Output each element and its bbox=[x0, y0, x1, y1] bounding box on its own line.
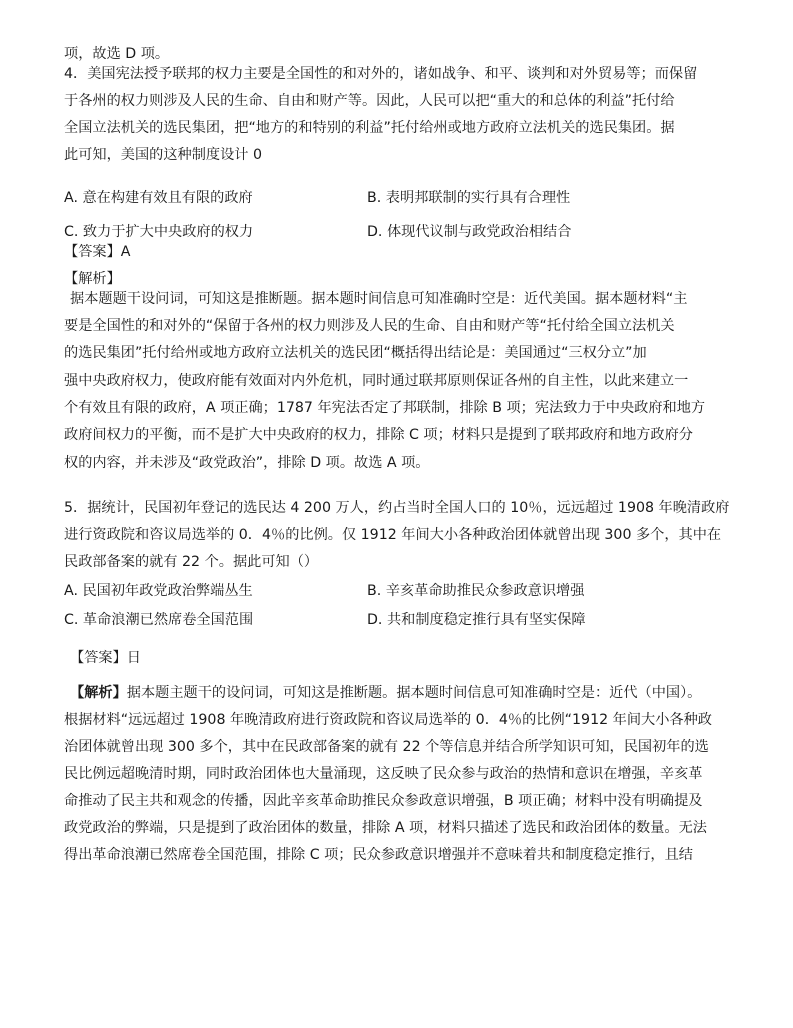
q5-analysis-line-7: 得出革命浪潮已然席卷全国范围，排除 C 项；民众参政意识增强并不意味着共和制度稳定推行，且结 bbox=[64, 847, 693, 863]
q4-analysis-line-4: 强中央政府权力，使政府能有效面对内外危机，同时通过联邦原则保证各州的自主性，以此来建立一 bbox=[64, 373, 689, 389]
q5-analysis-first-line bbox=[70, 683, 744, 703]
q4-option-b: B. 表明邦联制的实行具有合理性 bbox=[367, 190, 571, 206]
q5-analysis-first-text: 据本题主题干的设问词，可知这是推断题。据本题时间信息可知准确时空是：近代（中国）。 bbox=[126, 685, 702, 701]
q5-analysis-line-4: 民比例远超晚清时期，同时政治团体也大量涌现，这反映了民众参与政治的热情和意识在增强，辛亥革 bbox=[64, 766, 703, 782]
previous-answer-tail: 项，故选 D 项。 bbox=[64, 46, 170, 62]
q4-option-a: A. 意在构建有效且有限的政府 bbox=[64, 190, 253, 206]
q5-option-d: D. 共和制度稳定推行具有坚实保障 bbox=[367, 612, 586, 628]
q4-option-c: C. 致力于扩大中央政府的权力 bbox=[64, 224, 254, 240]
q5-option-a: A. 民国初年政党政治弊端丛生 bbox=[64, 583, 253, 599]
q5-answer: 【答案】日 bbox=[70, 650, 141, 666]
q4-analysis-line-5: 个有效且有限的政府，A 项正确；1787 年宪法否定了邦联制，排除 B 项；宪法致力于中央政府和地方 bbox=[64, 400, 706, 416]
q5-stem-line-3: 民政部备案的就有 22 个。据此可知（） bbox=[64, 554, 319, 570]
q4-analysis-line-7: 权的内容，并未涉及“政党政治”，排除 D 项。故选 A 项。 bbox=[64, 455, 430, 471]
q4-analysis-tag: 【解析】 bbox=[64, 271, 121, 287]
q5-option-b: B. 辛亥革命助推民众参政意识增强 bbox=[367, 583, 585, 599]
q4-option-d: D. 体现代议制与政党政治相结合 bbox=[367, 224, 572, 240]
q4-analysis-line-1: 据本题题干设问词，可知这是推断题。据本题时间信息可知准确时空是：近代美国。据本题材料“主 bbox=[70, 291, 688, 307]
q5-option-c: C. 革命浪潮已然席卷全国范围 bbox=[64, 612, 254, 628]
q5-analysis-tag: 【解析】 bbox=[70, 685, 127, 701]
q4-stem-line-1: 4．美国宪法授予联邦的权力主要是全国性的和对外的，诸如战争、和平、谈判和对外贸易等；而保留 bbox=[64, 66, 698, 82]
q5-stem-line-1: 5．据统计，民国初年登记的选民达 4 200 万人，约占当时全国人口的 10％，远远超过 1908 年晚清政府 bbox=[64, 500, 730, 516]
q5-analysis-line-3: 治团体就曾出现 300 多个，其中在民政部备案的就有 22 个等信息并结合所学知识可知，民国初年的选 bbox=[64, 739, 709, 755]
q5-analysis-line-2: 根据材料“远远超过 1908 年晚清政府进行资政院和咨议局选举的 0．4％的比例“1912 年间大小各种政 bbox=[64, 712, 712, 728]
q4-stem-line-4: 此可知，美国的这种制度设计 0 bbox=[64, 147, 262, 163]
q4-analysis-line-6: 政府间权力的平衡，而不是扩大中央政府的权力，排除 C 项；材料只是提到了联邦政府和地方政府分 bbox=[64, 427, 693, 443]
q4-analysis-line-3: 的选民集团”托付给州或地方政府立法机关的选民团“概括得出结论是：美国通过“三权分立”加 bbox=[64, 345, 647, 361]
q4-answer: 【答案】A bbox=[64, 244, 131, 260]
q4-stem-line-3: 全国立法机关的选民集团，把“地方的和特别的利益”托付给州或地方政府立法机关的选民集团。据 bbox=[64, 120, 675, 136]
q4-analysis-line-2: 要是全国性的和对外的“保留于各州的权力则涉及人民的生命、自由和财产等“托付给全国立法机关 bbox=[64, 318, 675, 334]
q5-stem-line-2: 进行资政院和咨议局选举的 0．4％的比例。仅 1912 年间大小各种政治团体就曾出现 300 多个，其中在 bbox=[64, 527, 722, 543]
q5-analysis-line-6: 政党政治的弊端，只是提到了政治团体的数量，排除 A 项，材料只描述了选民和政治团体的数量。无法 bbox=[64, 820, 707, 836]
q5-analysis-line-5: 命推动了民主共和观念的传播，因此辛亥革命助推民众参政意识增强，B 项正确；材料中没有明确提及 bbox=[64, 793, 703, 809]
q4-stem-line-2: 于各州的权力则涉及人民的生命、自由和财产等。因此，人民可以把“重大的和总体的利益”托付给 bbox=[64, 93, 675, 109]
